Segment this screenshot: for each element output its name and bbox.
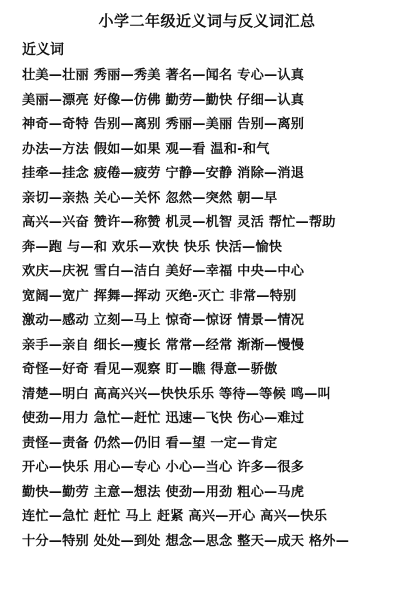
word-pair-line: 壮美—壮丽 秀丽—秀美 著名—闻名 专心—认真 — [22, 68, 305, 83]
word-pair-line: 清楚—明白 高高兴兴—快快乐乐 等待—等候 鸣—叫 — [22, 386, 331, 402]
word-pair-line: 使劲—用力 急忙—赶忙 迅速—飞快 伤心—难过 — [22, 411, 305, 426]
word-pair-line: 神奇—奇特 告别—离别 秀丽—美丽 告别—离别 — [22, 117, 305, 132]
word-pair-line: 挂牵—挂念 疲倦—疲劳 宁静—安静 消除—消退 — [22, 166, 305, 181]
word-pair-line: 美丽—漂亮 好像—仿佛 勤劳—勤快 仔细—认真 — [22, 92, 305, 108]
document-title: 小学二年级近义词与反义词汇总 — [98, 12, 316, 30]
word-pair-line: 十分—特别 处处—到处 想念—思念 整天—成天 格外— — [22, 533, 350, 549]
word-pair-list — [22, 64, 392, 554]
word-pair-line: 连忙—急忙 赶忙 马上 赶紧 高兴—开心 高兴—快乐 — [22, 509, 328, 524]
word-pair-line: 勤快—勤劳 主意—想法 使劲—用劲 粗心—马虎 — [22, 484, 305, 500]
word-pair-line: 责怪—责备 仍然—仍旧 看—望 一定—肯定 — [22, 435, 278, 451]
word-pair-line: 亲手—亲自 细长—瘦长 常常—经常 渐渐—慢慢 — [22, 337, 305, 353]
section-heading: 近义词 — [22, 42, 64, 58]
word-pair-line: 宽阔—宽广 挥舞—挥动 灭绝-灭亡 非常—特别 — [22, 288, 297, 304]
word-pair-line: 激动—感动 立刻—马上 惊奇—惊讶 情景—情况 — [22, 313, 305, 328]
word-pair-line: 办法—方法 假如—如果 观—看 温和-和气 — [22, 141, 270, 157]
word-pair-line: 欢庆—庆祝 雪白—洁白 美好—幸福 中央—中心 — [22, 264, 305, 279]
word-pair-line: 开心—快乐 用心—专心 小心—当心 许多—很多 — [22, 460, 305, 475]
word-pair-line: 奔—跑 与—和 欢乐—欢快 快乐 快活—愉快 — [22, 239, 283, 255]
word-pair-line: 高兴—兴奋 赞许—称赞 机灵—机智 灵活 帮忙—帮助 — [22, 215, 336, 230]
word-pair-line: 亲切—亲热 关心—关怀 忽然—突然 朝—早 — [22, 190, 278, 206]
word-pair-line: 奇怪—好奇 看见—观察 盯—瞧 得意—骄傲 — [22, 362, 278, 377]
